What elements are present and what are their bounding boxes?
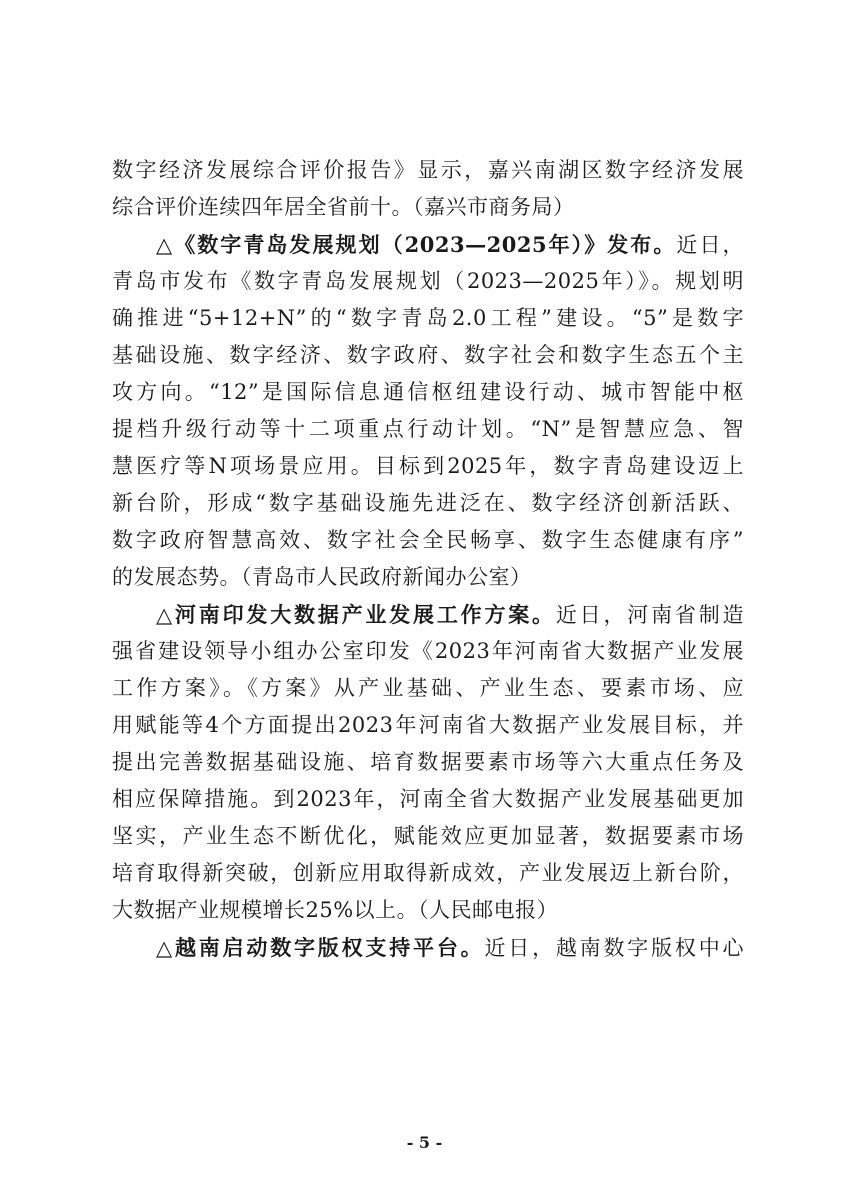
henan-line: 培育取得新突破，创新应用取得新成效，产业发展迈上新台阶， [112,861,744,885]
qingdao-line: 提档升级行动等十二项重点行动计划。“N”是智慧应急、智 [112,417,744,441]
triangle-marker-icon: △ [156,603,175,627]
qingdao-line1-rest: 近日， [676,233,744,257]
qingdao-line: 基础设施、数字经济、数字政府、数字社会和数字生态五个主 [112,343,744,367]
qingdao-headline: 《数字青岛发展规划（2023—2025年）》发布。 [174,232,677,257]
intro-line-1: 数字经济发展综合评价报告》显示，嘉兴南湖区数字经济发展 [112,158,744,182]
intro-line-2: 综合评价连续四年居全省前十。（嘉兴市商务局） [112,195,575,219]
triangle-marker-icon: △ [156,233,175,257]
henan-line1-rest: 近日，河南省制造 [555,603,745,627]
henan-line: 工作方案》。《方案》从产业基础、产业生态、要素市场、应 [112,676,744,700]
vietnam-headline: 越南启动数字版权支持平台。 [174,935,485,960]
vietnam-line1-rest: 近日，越南数字版权中心 [484,936,745,960]
triangle-marker-icon: △ [156,936,175,960]
qingdao-line: 确推进“5+12+N”的“数字青岛2.0工程”建设。“5”是数字 [112,306,744,330]
qingdao-line: 新台阶，形成“数字基础设施先进泛在、数字经济创新活跃、 [112,491,744,515]
qingdao-line: 慧医疗等N项场景应用。目标到2025年，数字青岛建设迈上 [112,454,744,478]
henan-line: 强省建设领导小组办公室印发《2023年河南省大数据产业发展 [112,639,744,663]
henan-headline-line [112,596,744,633]
qingdao-line: 的发展态势。（青岛市人民政府新闻办公室） [112,565,532,589]
qingdao-line: 数字政府智慧高效、数字社会全民畅享、数字生态健康有序” [112,528,744,552]
henan-line: 用赋能等4个方面提出2023年河南省大数据产业发展目标，并 [112,713,744,737]
qingdao-line: 攻方向。“12”是国际信息通信枢纽建设行动、城市智能中枢 [112,380,744,404]
henan-line: 大数据产业规模增长25%以上。（人民邮电报） [112,898,559,922]
henan-line: 相应保障措施。到2023年，河南全省大数据产业发展基础更加 [112,787,744,811]
document-body [112,152,744,966]
henan-line: 提出完善数据基础设施、培育数据要素市场等六大重点任务及 [112,750,744,774]
qingdao-headline-line [112,226,744,263]
henan-line: 坚实，产业生态不断优化，赋能效应更加显著，数据要素市场 [112,824,744,848]
vietnam-headline-line [112,929,744,966]
page-number: - 5 - [406,1133,443,1152]
henan-headline: 河南印发大数据产业发展工作方案。 [174,602,556,627]
qingdao-line: 青岛市发布《数字青岛发展规划（2023—2025年）》。规划明 [112,269,744,293]
